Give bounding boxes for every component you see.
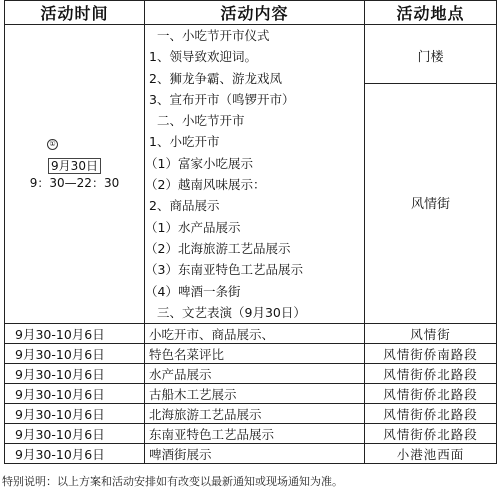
program-line: （4）啤酒一条街 — [145, 283, 241, 299]
row-content: 北海旅游工艺品展示 — [145, 404, 365, 424]
row-time: 9月30-10月6日 — [5, 384, 145, 404]
program-line: 3、宣布开市（鸣锣开市） — [149, 91, 295, 107]
table-row — [5, 324, 497, 344]
main-time-cell — [5, 25, 145, 324]
table-row — [5, 344, 497, 364]
circle-number-mark: ① — [47, 139, 58, 150]
table-row — [5, 404, 497, 424]
table-row — [5, 384, 497, 404]
program-line: （3）东南亚特色工艺品展示 — [145, 262, 303, 278]
table-row — [5, 364, 497, 384]
row-place: 风情街侨北路段 — [365, 384, 497, 404]
table-row — [5, 424, 497, 444]
row-content: 东南亚特色工艺品展示 — [145, 424, 365, 444]
program-line: 2、狮龙争霸、游龙戏凤 — [149, 70, 282, 86]
main-date: 9月30日 — [48, 158, 101, 174]
program-line: 1、小吃开市 — [149, 134, 220, 150]
program-line: 一、小吃节开市仪式 — [157, 28, 270, 43]
row-place: 风情街 — [365, 324, 497, 344]
main-place-cell — [365, 25, 497, 324]
program-line: （1）富家小吃展示 — [145, 155, 253, 171]
program-line: 二、小吃节开市 — [157, 113, 245, 129]
row-content: 古船木工艺展示 — [145, 384, 365, 404]
row-content: 水产品展示 — [145, 364, 365, 384]
place-gate: 门楼 — [365, 27, 496, 84]
row-time: 9月30-10月6日 — [5, 424, 145, 444]
header-place: 活动地点 — [365, 1, 497, 25]
program-line: 1、领导致欢迎词。 — [149, 49, 257, 65]
row-place: 风情街侨南路段 — [365, 344, 497, 364]
row-time: 9月30-10月6日 — [5, 364, 145, 384]
schedule-table — [4, 0, 497, 464]
header-time: 活动时间 — [5, 1, 145, 25]
main-program-cell — [145, 25, 365, 324]
row-place: 风情街侨北路段 — [365, 424, 497, 444]
row-content: 特色名菜评比 — [145, 344, 365, 364]
program-line: （2）越南风味展示： — [145, 177, 266, 193]
program-line: （2）北海旅游工艺品展示 — [145, 240, 291, 256]
row-content: 啤酒街展示 — [145, 444, 365, 464]
row-place: 小港池西面 — [365, 444, 497, 464]
table-row — [5, 444, 497, 464]
program-line: 2、商品展示 — [149, 198, 220, 214]
row-place: 风情街侨北路段 — [365, 404, 497, 424]
row-place: 风情街侨北路段 — [365, 364, 497, 384]
main-block-row — [5, 25, 497, 324]
place-street: 风情街 — [410, 197, 450, 213]
program-line: 三、文艺表演（9月30日） — [157, 304, 306, 320]
main-time: 9：30—22：30 — [29, 175, 120, 190]
row-time: 9月30-10月6日 — [5, 324, 145, 344]
special-note: 特别说明：以上方案和活动安排如有改变以最新通知或现场通知为准。 — [2, 475, 343, 488]
row-time: 9月30-10月6日 — [5, 404, 145, 424]
row-time: 9月30-10月6日 — [5, 444, 145, 464]
program-line: （1）水产品展示 — [145, 219, 241, 235]
table-header-row — [5, 1, 497, 25]
header-content: 活动内容 — [145, 1, 365, 25]
row-time: 9月30-10月6日 — [5, 344, 145, 364]
row-content: 小吃开市、商品展示、 — [145, 324, 365, 344]
